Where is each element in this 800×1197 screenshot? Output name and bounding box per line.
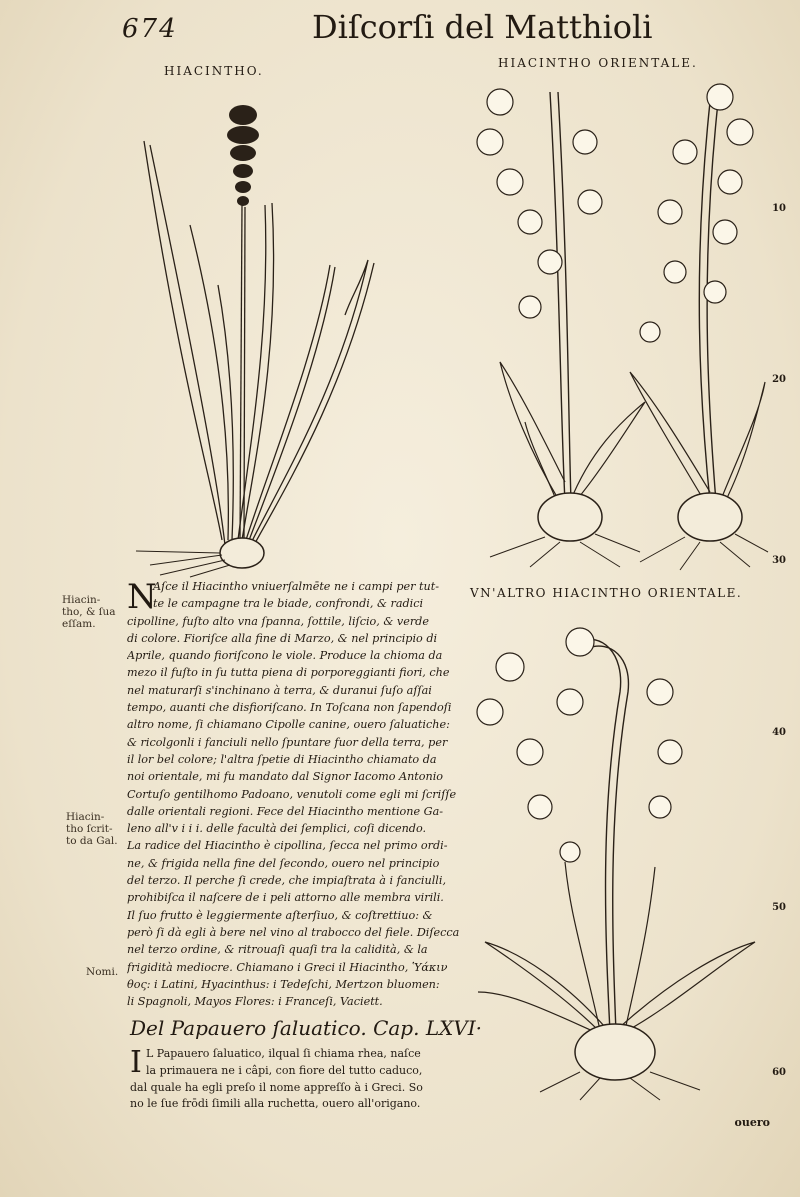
figure-caption-altro: VN'ALTRO HIACINTHO ORIENTALE.	[470, 586, 743, 600]
woodcut-hiacintho-orientale	[470, 72, 770, 577]
text-line: L Papauero ſaluatico, ilqual ſi chiama rhea, naſce	[146, 1047, 421, 1060]
line-number: 40	[772, 727, 786, 738]
text-line: dal quale ha egli preſo il nome appreſſo à i Greci. So	[130, 1080, 423, 1094]
text-line: nel maturarſi s'inchinano à terra, & duranui ſuſo aſſai	[127, 683, 432, 697]
text-line: frigidità mediocre. Chiamano i Greci il Hiacintho, Ὑάκιν	[127, 960, 448, 974]
text-line: & ricolgonli i fanciuli nello ſpuntare fuor della terra, per	[127, 735, 448, 749]
text-line: il lor bel colore; l'altra ſpetie di Hiacintho chiamato da	[127, 752, 437, 766]
text-line: leno all'v i i i. delle facultà dei ſemplici, coſi dicendo.	[127, 822, 427, 836]
chapter-heading: Del Papauero ſaluatico. Cap. LXVI·	[130, 1016, 483, 1040]
text-line: dalle orientali regioni. Fece del Hiacintho mentione Ga-	[127, 804, 444, 818]
text-line: altro nome, ſi chiamano Cipolle canine, ouero ſaluatiche:	[127, 718, 450, 732]
catchword: ouero	[734, 1116, 770, 1129]
text-line: no le ſue frōdi ſimili alla ruchetta, ouero all'origano.	[130, 1097, 421, 1111]
margin-note-3: Nomi.	[86, 966, 119, 978]
text-line: li Spagnoli, Mayos Flores: i Franceſi, Vaciett.	[127, 995, 383, 1009]
text-line: però ſi dà egli à bere nel vino al trabocco del fiele. Diſecca	[127, 925, 460, 939]
text-line: tempo, auanti che disfioriſcano. In Toſcana non ſapendoſi	[127, 701, 452, 715]
margin-note-2: Hiacin- tho ſcrit- to da Gal.	[66, 811, 118, 847]
body-text	[127, 578, 464, 1010]
margin-note-1: Hiacin- tho, & ſua eſſam.	[62, 594, 116, 630]
drop-cap: N	[127, 577, 157, 617]
text-line: di colore. Fioriſce alla fine di Marzo, & nel principio di	[127, 631, 438, 645]
text-line: nel terzo ordine, & ritrouaſi quaſi tra la calidità, & la	[127, 943, 428, 957]
figure-caption-hiacintho: HIACINTHO.	[164, 64, 264, 78]
text-line: La radice del Hiacintho è cipollina, ſecca nel primo ordi-	[127, 839, 448, 853]
text-line: mezo il fuſto in ſu tutta piena di porporeggianti fiori, che	[127, 666, 450, 680]
text-line: Il ſuo frutto è leggiermente aſterſiuo, & coſtrettiuo: &	[127, 908, 433, 922]
chapter-text	[130, 1046, 465, 1113]
text-line: ne, & frigida nella fine del ſecondo, ouero nel principio	[127, 856, 440, 870]
line-number: 50	[772, 902, 786, 913]
woodcut-altro-hiacintho	[470, 612, 770, 1102]
running-title: Diſcorſi del Matthioli	[312, 8, 653, 46]
woodcut-hiacintho	[130, 85, 380, 580]
text-line: la primauera ne i câpi, con fiore del tutto caduco,	[146, 1063, 423, 1077]
text-line: Aprile, quando fioriſcono le viole. Produce la chioma da	[127, 649, 443, 663]
line-number: 30	[772, 555, 786, 566]
drop-cap: I	[130, 1045, 142, 1080]
text-line: prohibiſca il naſcere de i peli attorno alle membra virili.	[127, 891, 444, 905]
text-line: te le campagne tra le biade, confrondi, & radici	[153, 597, 424, 611]
figure-caption-orientale: HIACINTHO ORIENTALE.	[498, 56, 698, 70]
line-number: 10	[772, 203, 786, 214]
text-line: noi orientale, mi fu mandato dal Signor Iacomo Antonio	[127, 770, 444, 784]
text-line: del terzo. Il perche ſi crede, che impiaſtrata à i fanciulli,	[127, 874, 446, 888]
line-number: 60	[772, 1067, 786, 1078]
text-line: Aſce il Hiacintho vniuerſalmēte ne i campi per tut-	[153, 580, 440, 593]
page-number: 674	[122, 14, 178, 44]
text-line: Cortuſo gentilhomo Padoano, venutoli come egli mi ſcriſſe	[127, 787, 457, 801]
text-line: θος: i Latini, Hyacinthus: i Tedeſchi, Mertzon bluomen:	[127, 977, 440, 991]
line-number: 20	[772, 374, 786, 385]
text-line: cipolline, fuſto alto vna ſpanna, ſottile, liſcio, & verde	[127, 614, 429, 628]
